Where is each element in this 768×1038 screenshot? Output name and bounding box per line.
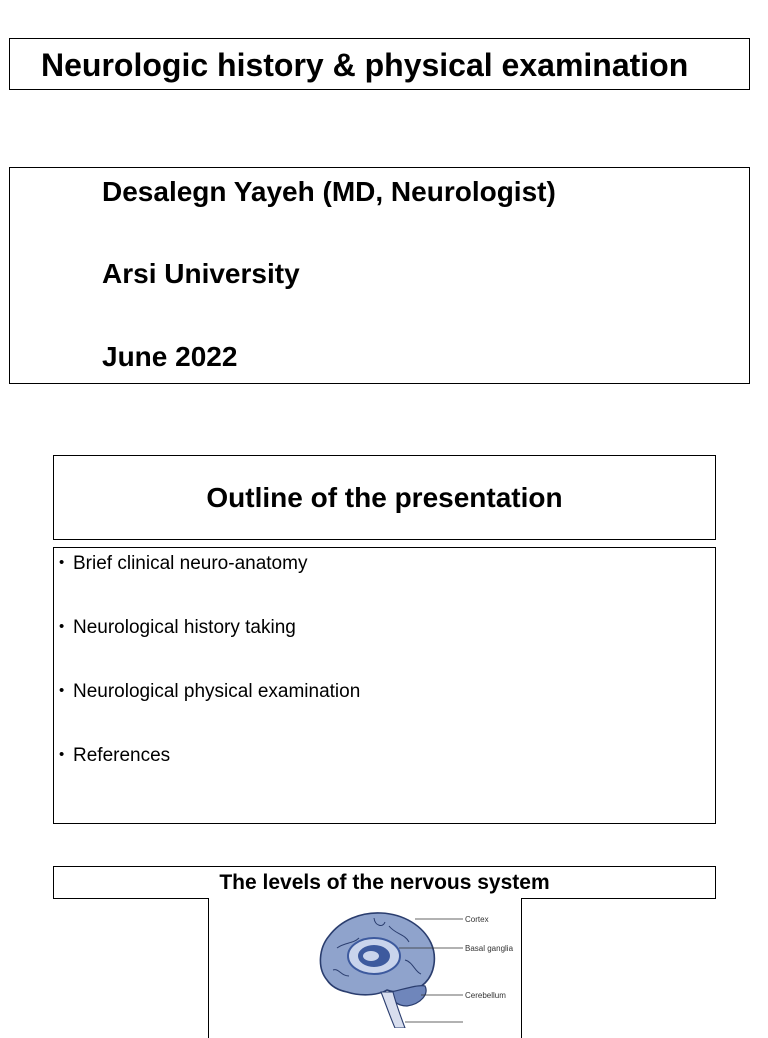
outline-heading-box [53,455,716,540]
outline-heading: Outline of the presentation [206,482,563,513]
outline-list-box [53,547,716,824]
bullet-icon: • [59,746,65,763]
label-cortex: Cortex [465,915,489,924]
author-name: Desalegn Yayeh (MD, Neurologist) [102,176,556,207]
bullet-icon: • [59,682,65,699]
nervous-system-figure [208,898,522,1038]
outline-item [59,681,360,703]
title-box [9,38,750,90]
label-cerebellum: Cerebellum [465,991,506,1000]
basal-ganglia-inner [363,951,379,961]
outline-item [59,745,170,767]
outline-item-label: References [73,745,171,766]
bullet-icon: • [59,618,65,635]
levels-heading: The levels of the nervous system [219,871,550,894]
outline-item-label: Neurological physical examination [73,681,361,702]
author-institution: Arsi University [102,258,300,289]
document-title: Neurologic history & physical examination [41,47,689,83]
bullet-icon: • [59,554,65,571]
outline-item [59,617,296,639]
label-basal-ganglia: Basal ganglia [465,944,514,953]
levels-heading-box [53,866,716,899]
outline-item [59,553,307,575]
author-box [9,167,750,384]
outline-item-label: Neurological history taking [73,617,296,638]
brain-illustration [209,898,521,1028]
outline-item-label: Brief clinical neuro-anatomy [73,553,308,574]
author-date: June 2022 [102,341,238,372]
